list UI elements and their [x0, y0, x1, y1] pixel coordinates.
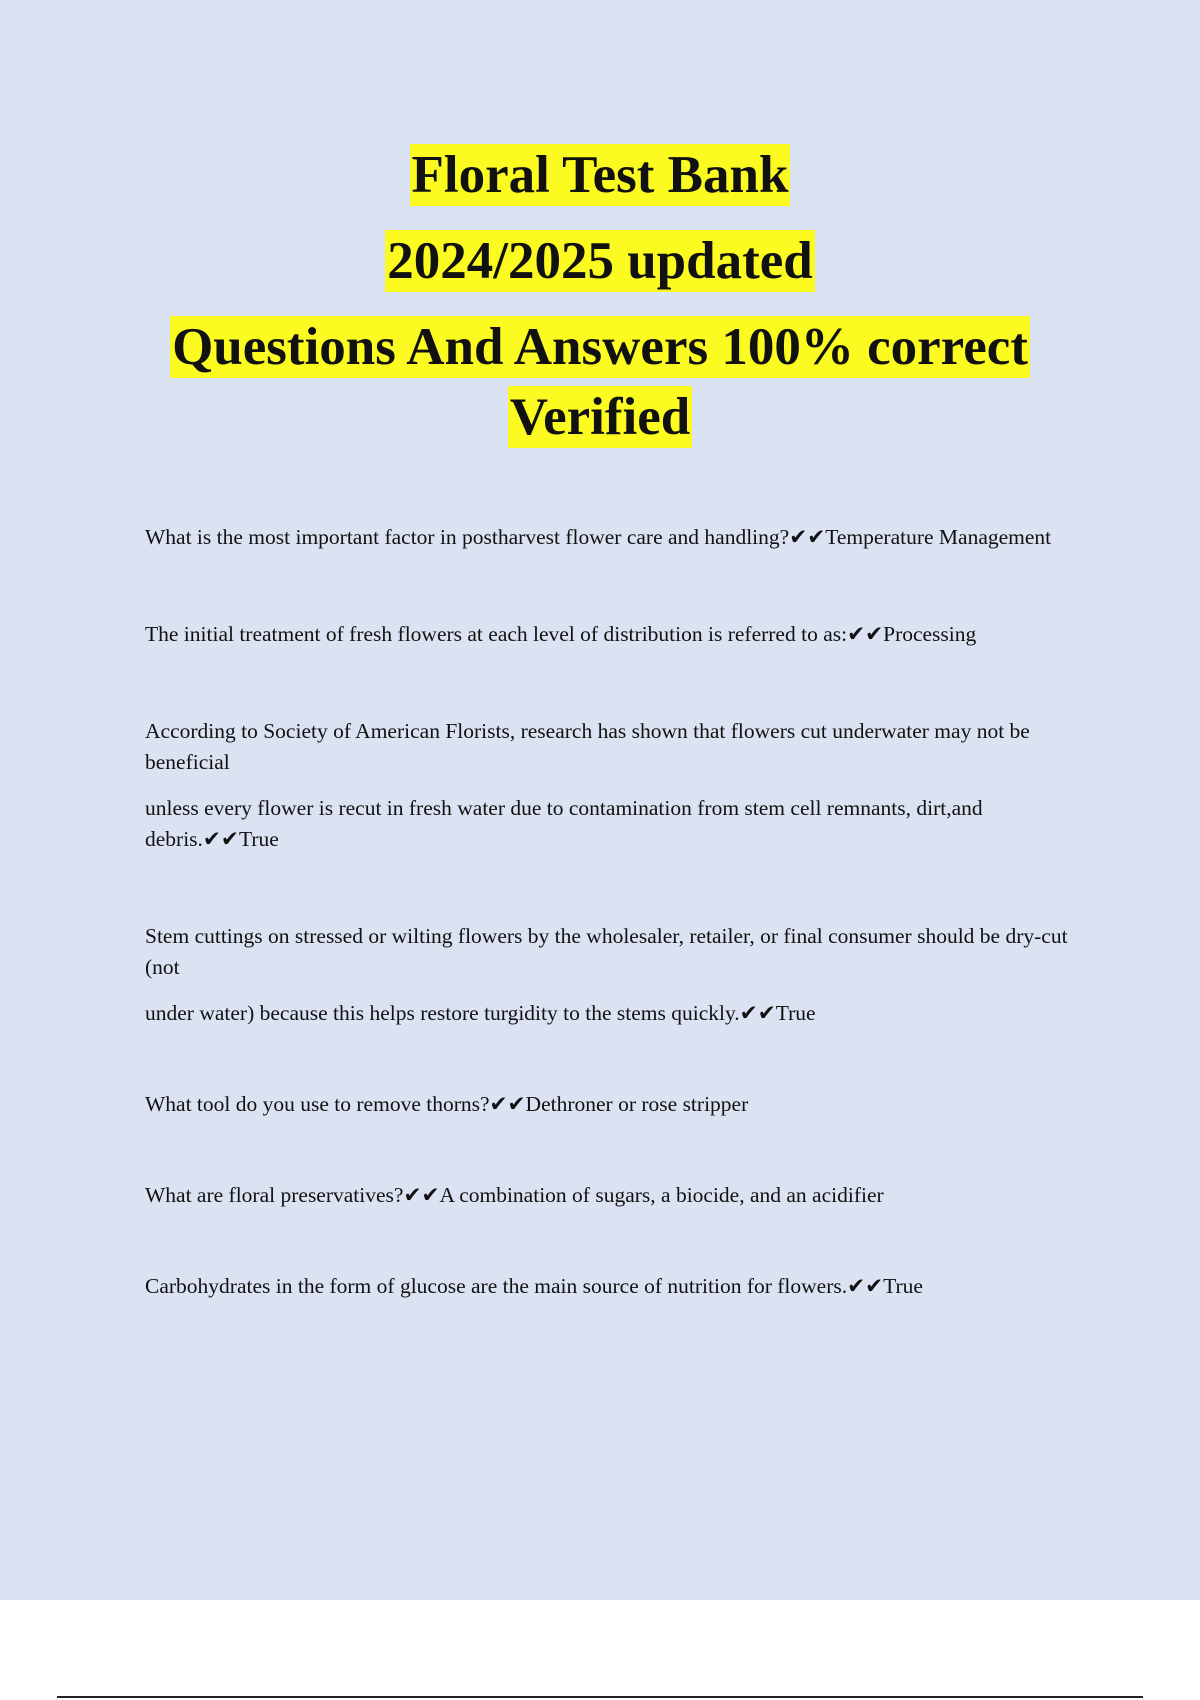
footer-divider: [57, 1696, 1143, 1698]
qa-question-part: According to Society of American Florists, research has shown that flowers cut underwater may not be beneficial: [145, 719, 1030, 774]
title-highlight: Floral Test Bank: [411, 146, 789, 204]
title-line-1: [0, 140, 1200, 210]
title-line-2: [0, 226, 1200, 296]
qa-list: [145, 522, 1095, 1302]
title-highlight: 2024/2025 updated: [387, 232, 813, 290]
qa-answer-part: under water) because this helps restore turgidity to the stems quickly.✔✔True: [145, 1001, 816, 1025]
title-line-3: [0, 312, 1200, 382]
qa-item: [145, 1180, 1095, 1211]
qa-item: [145, 1089, 1095, 1120]
document-title: [0, 140, 1200, 452]
qa-answer-part: unless every flower is recut in fresh water due to contamination from stem cell remnants, dirt,and debris.✔✔True: [145, 796, 983, 851]
title-highlight: Questions And Answers 100% correct: [172, 318, 1028, 376]
qa-item: [145, 716, 1095, 855]
qa-question-part: Stem cuttings on stressed or wilting flowers by the wholesaler, retailer, or final consumer should be dry-cut (not: [145, 924, 1068, 979]
qa-text: What is the most important factor in postharvest flower care and handling?✔✔Temperature Management: [145, 525, 1052, 549]
qa-text: What are floral preservatives?✔✔A combination of sugars, a biocide, and an acidifier: [145, 1183, 884, 1207]
qa-text: Carbohydrates in the form of glucose are the main source of nutrition for flowers.✔✔True: [145, 1274, 923, 1298]
title-highlight: Verified: [509, 388, 691, 446]
qa-text: The initial treatment of fresh flowers at each level of distribution is referred to as:✔✔Processing: [145, 622, 977, 646]
qa-item: [145, 522, 1095, 553]
qa-item: [145, 921, 1095, 1029]
title-line-4: [0, 382, 1200, 452]
qa-item: [145, 619, 1095, 650]
qa-text: What tool do you use to remove thorns?✔✔Dethroner or rose stripper: [145, 1092, 749, 1116]
qa-item: [145, 1271, 1095, 1302]
